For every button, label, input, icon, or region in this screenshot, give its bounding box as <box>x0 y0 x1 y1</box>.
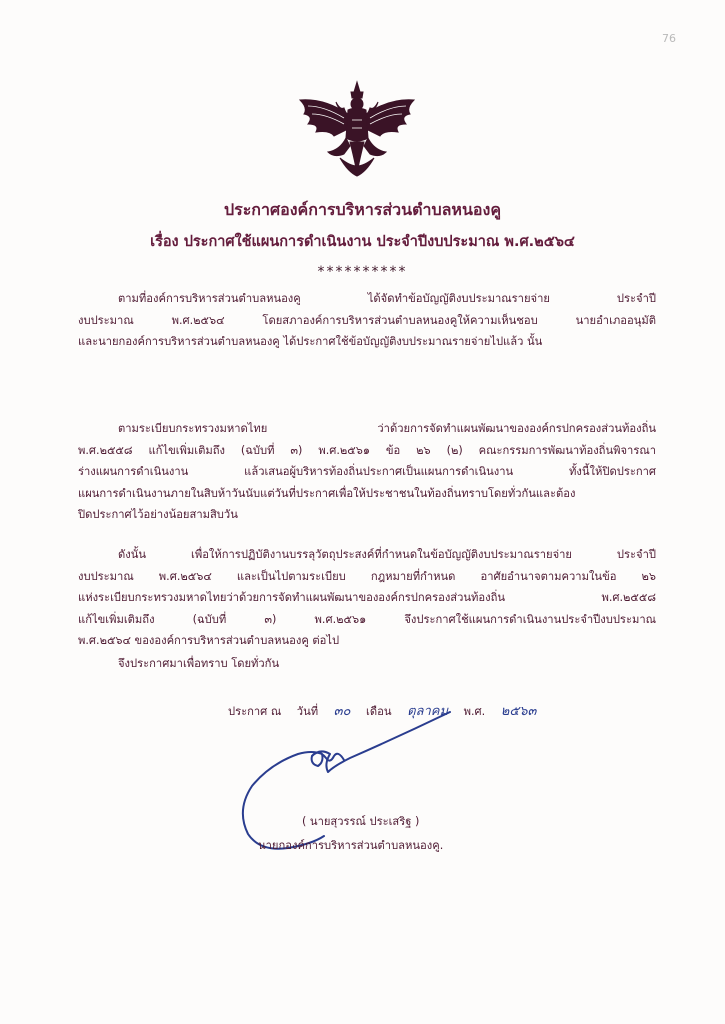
closing-line: จึงประกาศมาเพื่อทราบ โดยทั่วกัน <box>118 657 280 670</box>
date-day: ๓๐ <box>333 704 351 719</box>
paragraph-line: พ.ศ.๒๕๖๔ ขององค์การบริหารส่วนตำบลหนองคู ต่อไป <box>78 634 340 647</box>
date-year-label: พ.ศ. <box>463 705 486 718</box>
paragraph-line: งบประมาณ พ.ศ.๒๕๖๔ โดยสภาองค์การบริหารส่วนตำบลหนองคูให้ความเห็นชอบ นายอำเภออนุมัติ <box>78 313 656 327</box>
handwritten-signature <box>200 706 460 856</box>
paragraph-line: พ.ศ.๒๕๕๘ แก้ไขเพิ่มเติมถึง (ฉบับที่ ๓) พ.ศ.๒๕๖๑ ข้อ ๒๖ (๒) คณะกรรมการพัฒนาท้องถิ่นพิจารณา <box>78 443 656 457</box>
paragraph-line: ตามระเบียบกระทรวงมหาดไทย ว่าด้วยการจัดทำแผนพัฒนาขององค์กรปกครองส่วนท้องถิ่น <box>118 422 656 435</box>
page-mark: 76 <box>662 32 676 45</box>
paragraph-1 <box>78 288 656 353</box>
date-year: ๒๕๖๓ <box>500 704 537 719</box>
date-month-label: เดือน <box>366 705 392 718</box>
paragraph-line: ปิดประกาศไว้อย่างน้อยสามสิบวัน <box>78 508 238 521</box>
paragraph-line: แผนการดำเนินงานภายในสิบห้าวันนับแต่วันที่ประกาศเพื่อให้ประชาชนในท้องถิ่นทราบโดยทั่วกันและต้อง <box>78 486 576 500</box>
separator-stars: ********** <box>317 264 408 280</box>
paragraph-3 <box>78 544 656 652</box>
paragraph-line: งบประมาณ พ.ศ.๒๕๖๔ และเป็นไปตามระเบียบ กฎหมายที่กำหนด อาศัยอำนาจตามความในข้อ ๒๖ <box>78 569 656 583</box>
paragraph-line: ตามที่องค์การบริหารส่วนตำบลหนองคู ได้จัดทำข้อบัญญัติงบประมาณรายจ่าย ประจำปี <box>118 292 656 305</box>
garuda-emblem-icon <box>294 80 420 180</box>
paragraph-line: และนายกองค์การบริหารส่วนตำบลหนองคู ได้ประกาศใช้ข้อบัญญัติงบประมาณรายจ่ายไปแล้ว นั้น <box>78 335 543 348</box>
paragraph-2 <box>78 418 656 526</box>
paragraph-line: แห่งระเบียบกระทรวงมหาดไทยว่าด้วยการจัดทำแผนพัฒนาขององค์กรปกครองส่วนท้องถิ่น พ.ศ.๒๕๕๘ <box>78 591 656 604</box>
signer-name: ( นายสุวรรณ์ ประเสริฐ ) <box>302 815 420 828</box>
document-subject: เรื่อง ประกาศใช้แผนการดำเนินงาน ประจำปีงบประมาณ พ.ศ.๒๕๖๔ <box>150 234 575 250</box>
date-month: ตุลาคม <box>407 704 449 719</box>
signer-title: นายกองค์การบริหารส่วนตำบลหนองคู. <box>258 839 444 852</box>
paragraph-line: แก้ไขเพิ่มเติมถึง (ฉบับที่ ๓) พ.ศ.๒๕๖๑ จึงประกาศใช้แผนการดำเนินงานประจำปีงบประมาณ <box>78 612 656 626</box>
paragraph-line: ร่างแผนการดำเนินงาน แล้วเสนอผู้บริหารท้องถิ่นประกาศเป็นแผนการดำเนินงาน ทั้งนี้ให้ปิดประกาศ <box>78 465 656 478</box>
date-prefix: ประกาศ ณ <box>228 705 282 718</box>
date-day-label: วันที่ <box>296 705 319 718</box>
paragraph-line: ดังนั้น เพื่อให้การปฏิบัติงานบรรลุวัตถุประสงค์ที่กำหนดในข้อบัญญัติงบประมาณรายจ่าย ประจำปี <box>118 548 656 561</box>
document-title: ประกาศองค์การบริหารส่วนตำบลหนองคู <box>223 200 502 219</box>
